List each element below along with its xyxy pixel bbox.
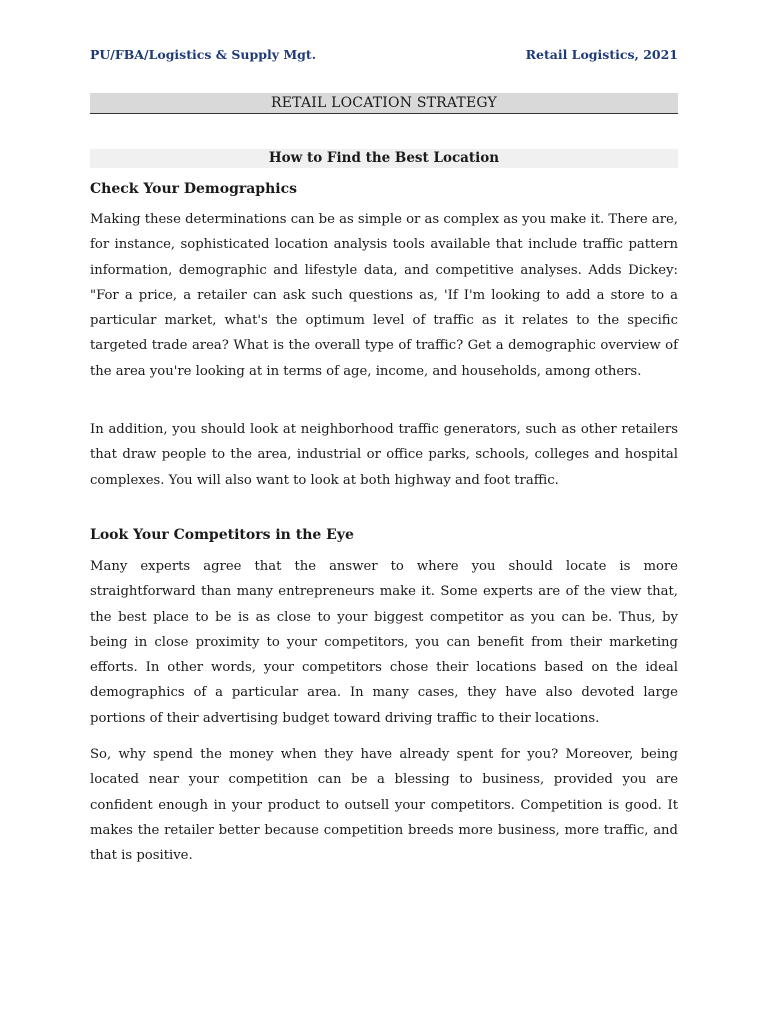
document-title: RETAIL LOCATION STRATEGY — [90, 93, 678, 114]
paragraph-demographics-1: Making these determinations can be as simple or as complex as you make it. There are, for instance, sophisticated location analysis tools available that include traffic pattern information, demographic and lifestyle data, and competitive analyses. Adds Dickey: "For a price, a retailer can ask such questions as, 'If I'm looking to add a store to a particular market, what's the optimum level of traffic as it relates to the specific targeted trade area? What is the overall type of traffic? Get a demographic overview of the area you're looking at in terms of age, income, and households, among others. — [90, 212, 678, 379]
header-course: PU/FBA/Logistics & Supply Mgt. — [90, 47, 317, 62]
paragraph-competitors-1: Many experts agree that the answer to where you should locate is more straightforward than many entrepreneurs make it. Some experts are of the view that, the best place to be is as close to your biggest competitor as you can be. Thus, by being in close proximity to your competitors, you can benefit from their marketing efforts. In other words, your competitors chose their locations based on the ideal demographics of a particular area. In many cases, they have also devoted large portions of their advertising budget toward driving traffic to their locations. — [90, 559, 678, 726]
page-header — [90, 47, 678, 62]
paragraph-competitors-2: So, why spend the money when they have already spent for you? Moreover, being located near your competition can be a blessing to business, provided you are confident enough in your product to outsell your competitors. Competition is good. It makes the retailer better because competition breeds more business, more traffic, and that is positive. — [90, 747, 678, 864]
paragraph-demographics-2: In addition, you should look at neighborhood traffic generators, such as other retailers that draw people to the area, industrial or office parks, schools, colleges and hospital complexes. You will also want to look at both highway and foot traffic. — [90, 422, 678, 488]
heading-check-demographics: Check Your Demographics — [90, 181, 297, 197]
heading-competitors: Look Your Competitors in the Eye — [90, 527, 354, 543]
header-course-year: Retail Logistics, 2021 — [525, 47, 678, 62]
section-title: How to Find the Best Location — [90, 149, 678, 168]
